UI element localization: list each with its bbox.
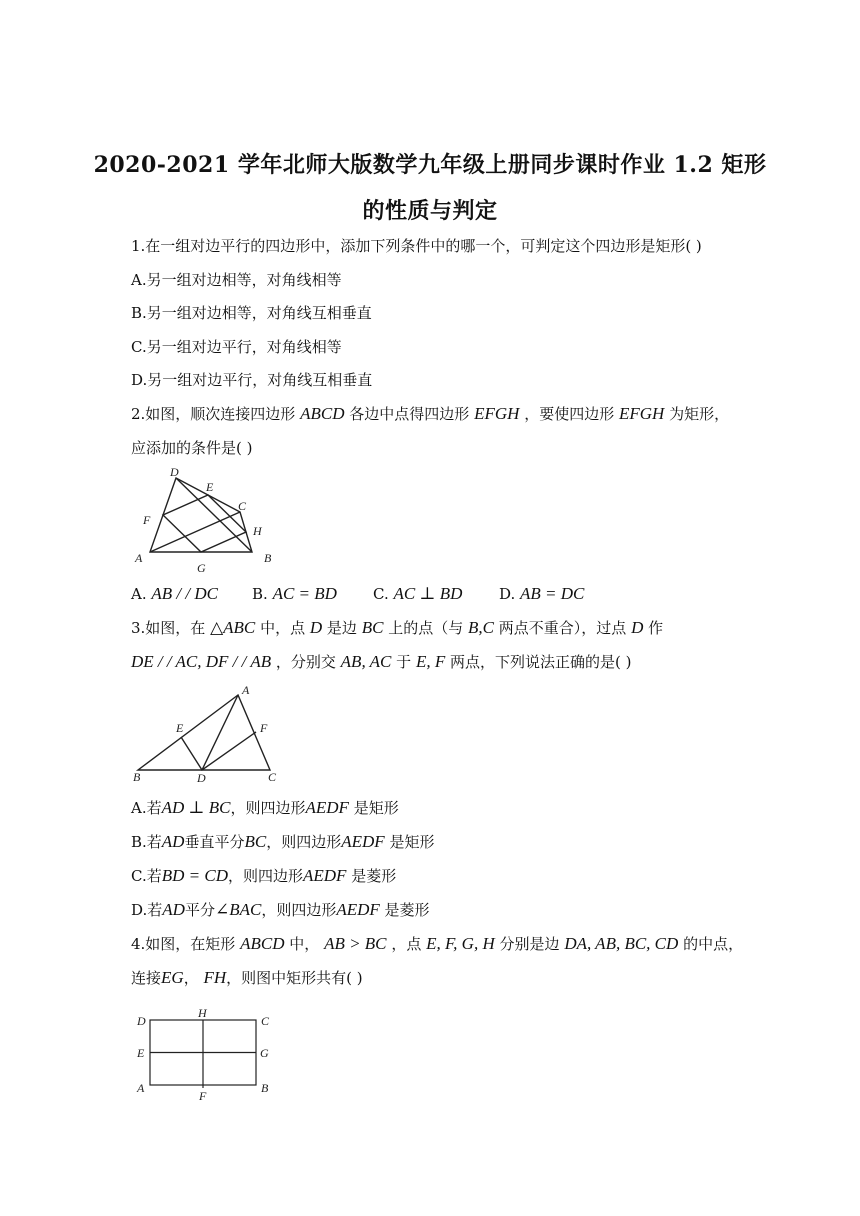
q3-segment-ad (202, 695, 238, 770)
q2-label-a: A (135, 551, 143, 565)
q2-label-e: E (206, 480, 214, 494)
q2-option-b: B. AC = BD (252, 584, 337, 603)
q2-option-a: A. AB / / DC (131, 584, 218, 603)
q3-figure (130, 682, 285, 786)
q2-quadrilateral-efgh (163, 495, 246, 552)
q2-stem-line1: 2.如图，顺次连接四边形 ABCD 各边中点得四边形 EFGH ，要使四边形 EFGH 为矩形， (131, 404, 730, 423)
q3-label-f: F (260, 721, 268, 735)
q2-option-d: D. AB = DC (499, 584, 585, 603)
q2-label-f: F (143, 513, 151, 527)
q3-label-c: C (268, 770, 277, 784)
page-title-line2: 的性质与判定 (362, 198, 498, 224)
q4-stem-line2: 连接EG， FH，则图中矩形共有( ) (131, 968, 363, 987)
q4-label-h: H (198, 1006, 207, 1020)
q2-label-h: H (253, 524, 262, 538)
q1-option-c: C.另一组对边平行，对角线相等 (131, 338, 342, 356)
q3-triangle-abc (138, 695, 270, 770)
q4-label-f: F (199, 1089, 207, 1100)
q3-label-a: A (242, 683, 250, 697)
q2-option-c: C. AC ⊥ BD (373, 584, 463, 603)
q4-label-d: D (137, 1014, 146, 1028)
q4-stem-line1: 4.如图，在矩形 ABCD 中， AB > BC ，点 E, F, G, H 分别是边 DA, AB, BC, CD 的中点， (131, 934, 744, 953)
q1-stem: 1.在一组对边平行的四边形中，添加下列条件中的哪一个，可判定这个四边形是矩形( ) (131, 237, 702, 255)
q4-figure (130, 1004, 280, 1100)
q2-figure (130, 464, 280, 576)
q4-label-b: B (261, 1081, 269, 1095)
q3-label-b: B (133, 770, 141, 784)
q2-label-b: B (264, 551, 272, 565)
q2-stem-line2: 应添加的条件是( ) (131, 439, 253, 457)
q4-label-c: C (261, 1014, 270, 1028)
q3-option-c: C.若BD = CD，则四边形AEDF 是菱形 (131, 866, 397, 885)
q2-label-g: G (197, 561, 206, 575)
q3-segments-ed-df (181, 732, 256, 770)
q3-stem-line2: DE / / AC, DF / / AB ，分别交 AB, AC 于 E, F 两点，下列说法正确的是( ) (131, 652, 632, 671)
q3-option-b: B.若AD垂直平分BC，则四边形AEDF 是矩形 (131, 832, 435, 851)
q4-label-a: A (137, 1081, 145, 1095)
q2-label-c: C (238, 499, 247, 513)
q1-option-b: B.另一组对边相等，对角线互相垂直 (131, 304, 372, 322)
q1-option-a: A.另一组对边相等，对角线相等 (131, 271, 342, 289)
q3-option-d: D.若AD平分∠BAC，则四边形AEDF 是菱形 (131, 900, 430, 919)
q3-stem-line1: 3.如图，在 △ABC 中，点 D 是边 BC 上的点（与 B,C 两点不重合），过点 D 作 (131, 618, 664, 637)
q4-label-g: G (260, 1046, 269, 1060)
q1-option-d: D.另一组对边平行，对角线互相垂直 (131, 371, 373, 389)
q4-label-e: E (137, 1046, 145, 1060)
q3-label-e: E (176, 721, 184, 735)
page-title-line1: 2020-2021 学年北师大版数学九年级上册同步课时作业 1.2 矩形 (93, 152, 767, 178)
q2-label-d: D (170, 465, 179, 479)
q3-option-a: A.若AD ⊥ BC，则四边形AEDF 是矩形 (131, 798, 399, 817)
q2-quadrilateral-abcd (150, 478, 252, 552)
q3-label-d: D (197, 771, 206, 785)
